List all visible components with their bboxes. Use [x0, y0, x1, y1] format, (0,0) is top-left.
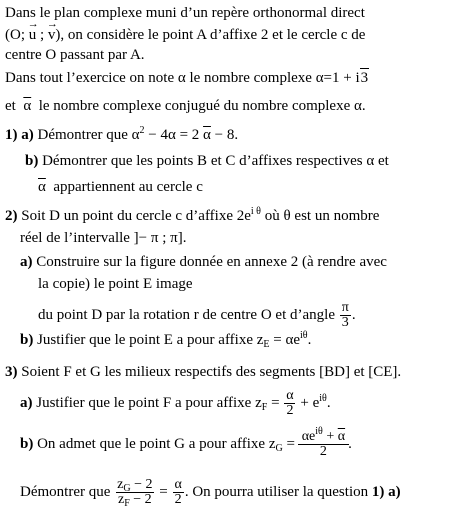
- question-1b-line-2: $\overline{\alpha}$ appartiennent au cercle c: [38, 179, 203, 195]
- question-2b: b) Justifier que le point E a pour affixe $z_E = \alpha e^{i\theta}$.: [20, 330, 312, 350]
- intro-line-3: centre O passant par A.: [5, 47, 145, 63]
- question-2: 2) Soit D un point du cercle c d’affixe $2e^{i \theta}$ où θ est un nombre: [5, 206, 380, 224]
- question-3: 3) Soient F et G les milieux respectifs des segments [BD] et [CE].: [5, 364, 402, 380]
- vector-v: → v: [48, 26, 56, 44]
- fraction-zg: $\frac{\alpha e^{i\theta} + \overline{\alpha}}{2}$: [300, 430, 347, 459]
- fraction-alpha-over-2: $\frac{\alpha}{2}$: [286, 388, 294, 419]
- question-2-line-2: réel de l’intervalle ]− π ; π].: [20, 230, 187, 246]
- question-3b-line-2: Démontrer que $\frac{z_G - 2}{z_F - 2}$ = $\frac{\alpha}{2}$ . On pourra utiliser la question 1) a): [20, 477, 401, 510]
- question-2a-line-2: la copie) le point E image: [38, 276, 193, 292]
- question-2a-line-3: du point D par la rotation r de centre O et d’angle $\frac{\pi}{3}$ .: [38, 300, 356, 331]
- intro-line-5: et $\overline{\alpha}$ le nombre complexe conjugué du nombre complexe α.: [5, 98, 366, 114]
- intro-line-1: Dans le plan complexe muni d’un repère orthonormal direct: [5, 5, 365, 21]
- intro-line-4: Dans tout l’exercice on note α le nombre complexe α=1 + i3: [5, 70, 369, 86]
- fraction-alpha-over-2-b: $\frac{\alpha}{2}$: [174, 477, 182, 508]
- intro-line-2: (O; → u ; → v), on considère le point A d’affixe 2 et le cercle c de: [5, 26, 365, 44]
- vector-u: → u: [29, 26, 37, 44]
- fraction-pi-over-3: $\frac{\pi}{3}$: [341, 300, 349, 331]
- question-3b: b) On admet que le point G a pour affixe $z_G$ = $\frac{\alpha e^{i\theta} + \overline{\alpha}}{2}$ .: [20, 426, 352, 460]
- question-1b: b) Démontrer que les points B et C d’affixes respectives α et: [25, 153, 389, 169]
- sqrt-3: 3: [360, 70, 369, 86]
- fraction-zg-zf: $\frac{z_G - 2}{z_F - 2}$: [117, 477, 153, 510]
- alpha-bar: $\overline{\alpha}$: [23, 98, 32, 114]
- question-2a: a) Construire sur la figure donnée en annexe 2 (à rendre avec: [20, 254, 387, 270]
- question-3a: a) Justifier que le point F a pour affixe $z_F$ = $\frac{\alpha}{2}$ + $e^{i\theta}$.: [20, 388, 331, 419]
- question-1a: 1) a) Démontrer que $\alpha^2 - 4\alpha = 2$ $\overline{\alpha} - 8$.: [5, 125, 239, 143]
